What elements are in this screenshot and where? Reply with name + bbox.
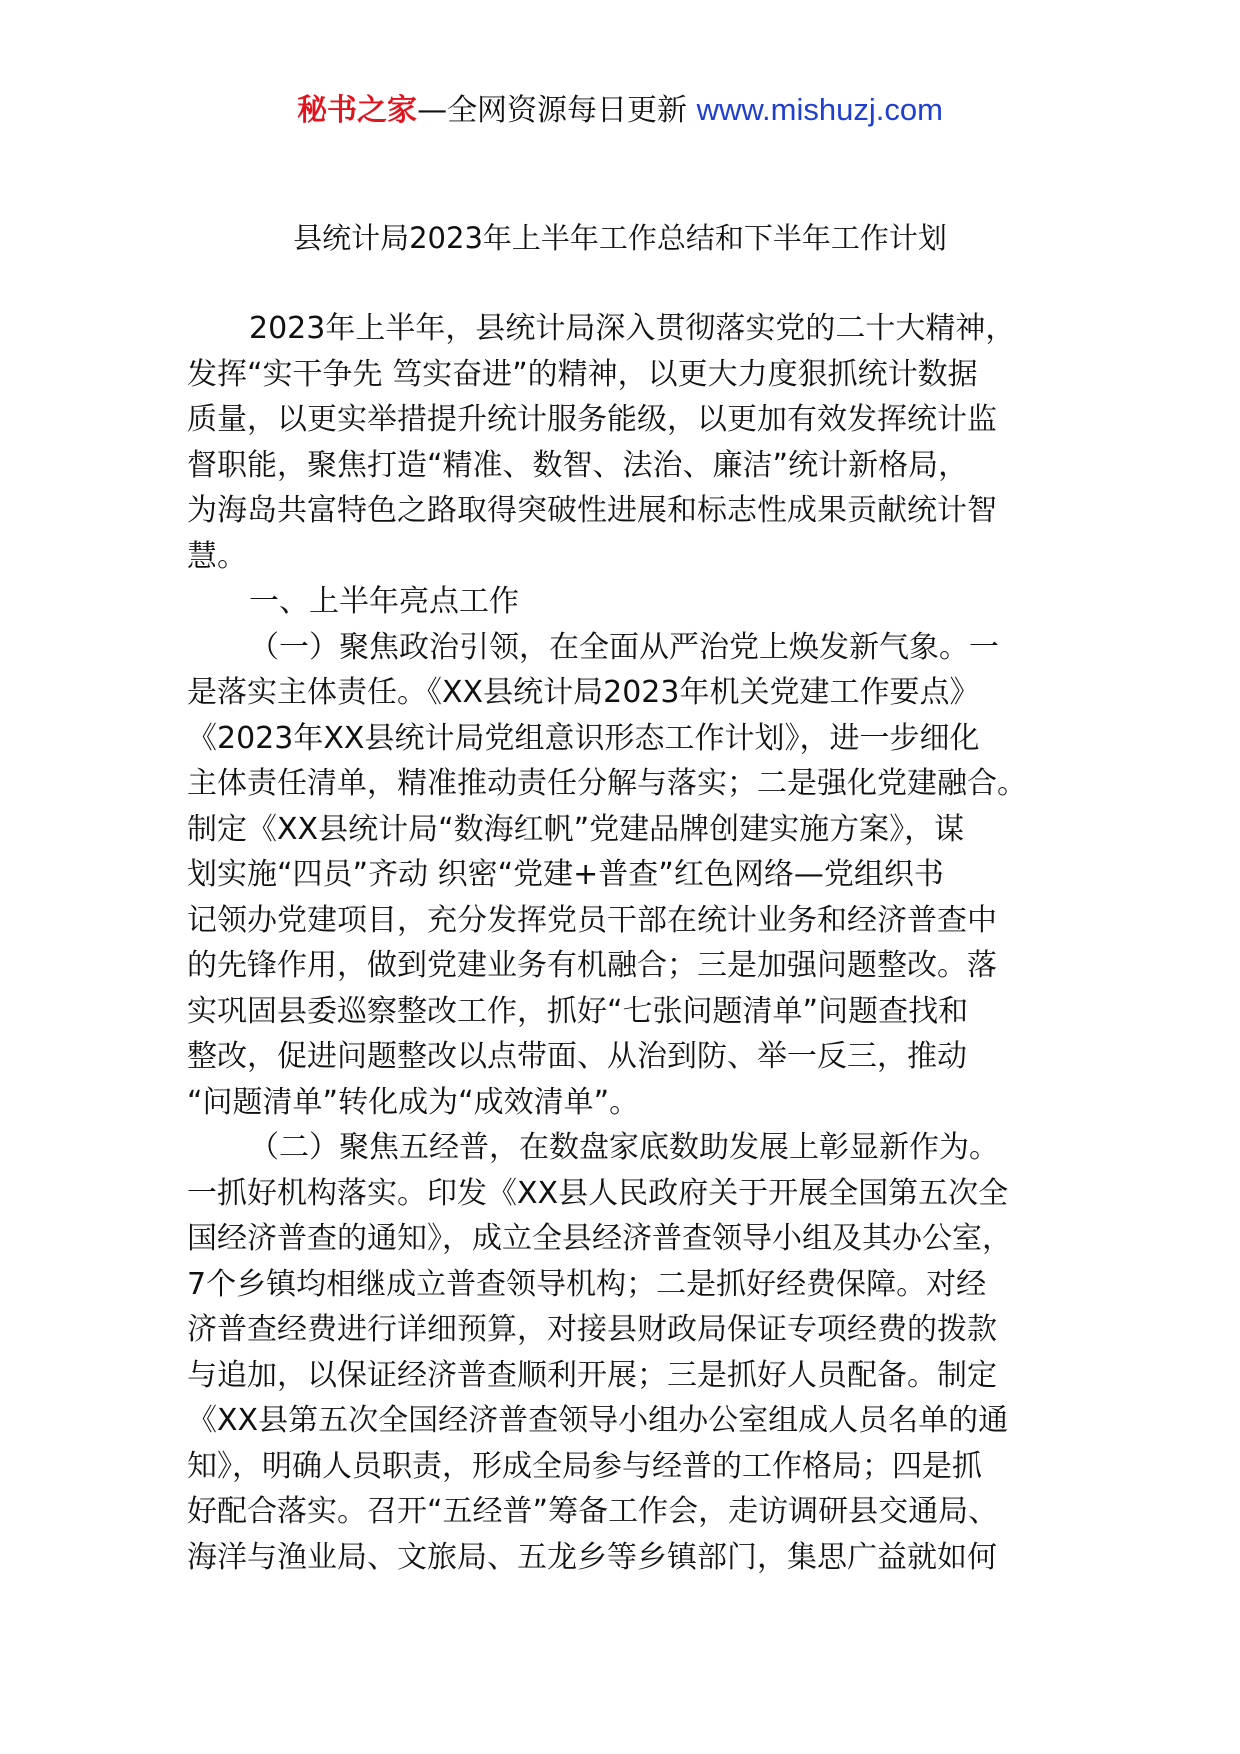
body-line: 制定《XX县统计局“数海红帆”党建品牌创建实施方案》，谋 (187, 811, 965, 847)
body-line: 济普查经费进行详细预算，对接县财政局保证专项经费的拨款 (187, 1312, 997, 1347)
document-body (187, 306, 1057, 1580)
body-line: 为海岛共富特色之路取得突破性进展和标志性成果贡献统计智 (187, 493, 997, 528)
document-title: 县统计局2023年上半年工作总结和下半年工作计划 (293, 221, 947, 255)
body-line: 督职能，聚焦打造“精准、数智、法治、廉洁”统计新格局， (187, 447, 969, 483)
body-line: 与追加，以保证经济普查顺利开展；三是抓好人员配备。制定 (187, 1357, 997, 1393)
body-line: “问题清单”转化成为“成效清单”。 (187, 1084, 640, 1120)
body-line: 整改，促进问题整改以点带面、从治到防、举一反三，推动 (187, 1039, 967, 1074)
body-line: 实巩固县委巡察整改工作，抓好“七张问题清单”问题查找和 (187, 993, 969, 1029)
site-tagline: —全网资源每日更新 (417, 93, 697, 128)
body-line: 划实施“四员”齐动 织密“党建+普查”红色网络—党组织书 (187, 857, 944, 892)
body-line: 《2023年XX县统计局党组意识形态工作计划》，进一步细化 (187, 720, 980, 756)
body-line: 慧。 (187, 538, 247, 574)
body-line: 7个乡镇均相继成立普查领导机构；二是抓好经费保障。对经 (187, 1266, 987, 1302)
body-line: 好配合落实。召开“五经普”筹备工作会，走访调研县交通局、 (187, 1494, 999, 1529)
body-line: 主体责任清单，精准推动责任分解与落实；二是强化党建融合。 (187, 766, 1027, 801)
body-line: 的先锋作用，做到党建业务有机融合；三是加强问题整改。落 (187, 948, 997, 983)
body-line: 2023年上半年，县统计局深入贯彻落实党的二十大精神， (249, 311, 1016, 346)
body-line: 质量，以更实举措提升统计服务能级，以更加有效发挥统计监 (187, 402, 997, 437)
body-line: 《XX县第五次全国经济普查领导小组办公室组成人员名单的通 (187, 1403, 1009, 1438)
section-heading: 一、上半年亮点工作 (249, 584, 519, 619)
site-url-link[interactable]: www.mishuzj.com (696, 92, 943, 127)
body-line: 海洋与渔业局、文旅局、五龙乡等乡镇部门，集思广益就如何 (187, 1539, 997, 1575)
body-line: 一抓好机构落实。印发《XX县人民政府关于开展全国第五次全 (187, 1175, 1009, 1211)
body-line: 记领办党建项目，充分发挥党员干部在统计业务和经济普查中 (187, 902, 997, 938)
body-line: 发挥“实干争先 笃实奋进”的精神，以更大力度狠抓统计数据 (187, 356, 978, 392)
body-line: 国经济普查的通知》，成立全县经济普查领导小组及其办公室， (187, 1221, 1012, 1256)
body-line: 知》，明确人员职责，形成全局参与经普的工作格局；四是抓 (187, 1448, 982, 1484)
body-line: 是落实主体责任。《XX县统计局2023年机关党建工作要点》 (187, 675, 980, 710)
site-brand-name: 秘书之家 (297, 93, 418, 128)
body-line: （一）聚焦政治引领，在全面从严治党上焕发新气象。一 (249, 629, 999, 665)
body-line: （二）聚焦五经普，在数盘家底数助发展上彰显新作为。 (249, 1130, 999, 1165)
site-banner (0, 90, 1240, 131)
